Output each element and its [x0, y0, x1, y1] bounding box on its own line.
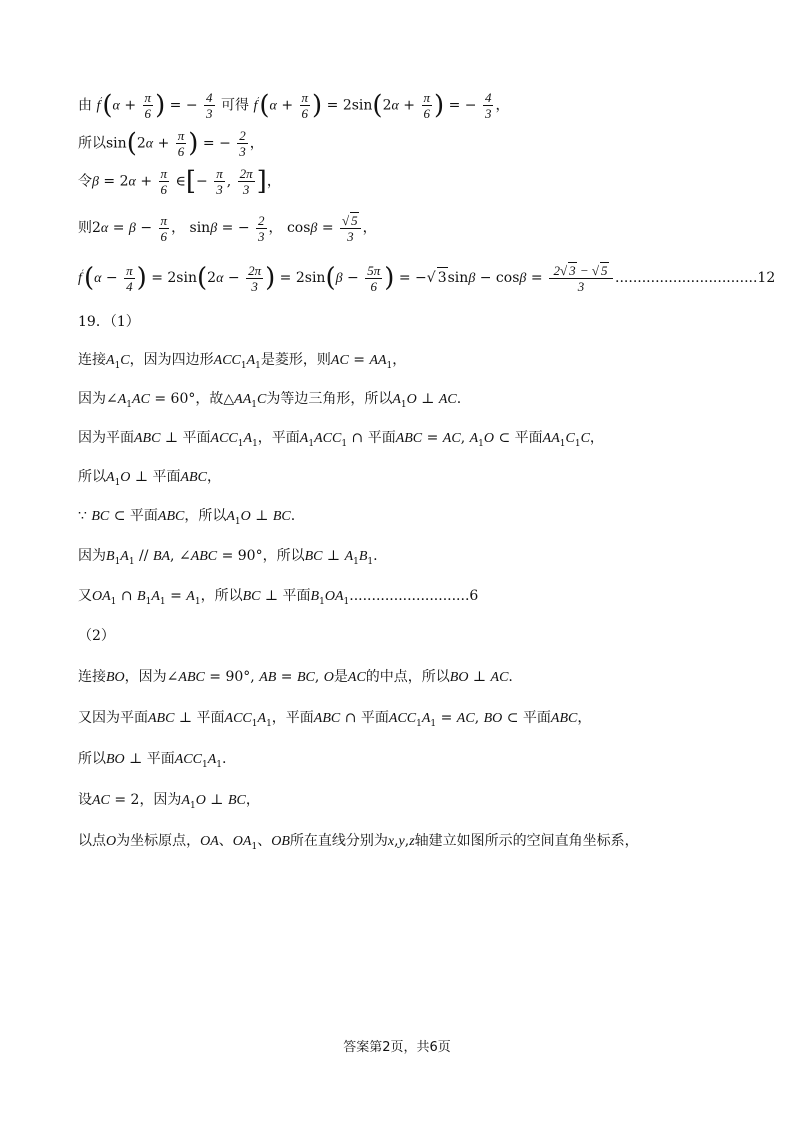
text: 令 — [78, 173, 92, 190]
text-line: ∵ BC ⊂ 平面ABC，所以$A_1O$ ⊥ BC. — [78, 508, 296, 527]
text: 可得 — [220, 97, 249, 114]
text: ，因为四边形 — [129, 352, 214, 368]
text: ，平面 — [257, 430, 300, 446]
text: 平面 — [152, 469, 181, 485]
text: 因为平面 — [78, 430, 134, 446]
text: 所以 — [78, 469, 106, 485]
text: 平面 — [182, 430, 211, 446]
text-line: 设AC = 2，因为$A_1O$ ⊥ BC， — [78, 792, 260, 811]
text-line: 又因为平面ABC ⊥ 平面$ACC_1A_1$，平面ABC ∩ 平面$ACC_1A_1$ = AC, BO ⊂ 平面ABC， — [78, 710, 592, 729]
page-footer: 答案第2页，共6页 — [343, 1040, 451, 1055]
text: 轴建立如图所示的空间直角坐标系， — [414, 833, 639, 849]
text: ， — [362, 220, 377, 236]
text-line: 连接BO，因为∠ABC = 90°, AB = BC, O是AC的中点，所以BO ⊥ AC. — [78, 669, 513, 685]
text: 的中点，所以 — [365, 669, 450, 685]
text: ，所以 — [200, 588, 243, 604]
text: 平面 — [282, 588, 311, 604]
score-dots: ...........................6 — [349, 588, 479, 604]
text: 连接 — [78, 352, 106, 368]
text-line: 又$OA_1$ ∩ $B_1A_1 = A_1$，所以BC ⊥ 平面$B_1OA_1...........................6$ — [78, 588, 479, 607]
text: 连接 — [78, 669, 106, 685]
text: ， — [249, 135, 264, 152]
text: 为等边三角形，所以 — [266, 391, 393, 407]
text: 平面 — [129, 508, 158, 524]
text: 是 — [333, 669, 348, 685]
text: ， — [266, 173, 281, 190]
text: ， — [495, 97, 510, 114]
text: ， — [171, 220, 186, 236]
text: 以点 — [78, 833, 106, 849]
text-line: 因为平面ABC ⊥ 平面$ACC_1A_1$，平面$A_1ACC_1$ ∩ 平面ABC = AC, $A_1O$ ⊂ 平面$AA_1C_1C$， — [78, 430, 604, 449]
text: 又因为平面 — [78, 710, 148, 726]
text: 所在直线分别为 — [289, 833, 388, 849]
text: ，因为 — [124, 669, 167, 685]
text: ，所以 — [262, 548, 305, 564]
eq-line-4: 则2α = β − $\frac{\pi}{6}$ ， sinβ = − $\frac{2}{3}$ ， cosβ = $\frac{√ 5}{3}$ ， — [78, 212, 377, 244]
text: ，平面 — [271, 710, 314, 726]
text: 设 — [78, 792, 92, 808]
text: 平面 — [196, 710, 225, 726]
text: 则 — [78, 220, 92, 236]
text: 又 — [78, 588, 92, 604]
text: ， — [268, 220, 283, 236]
text-line: 因为$B_1A_1$ // BA, ∠ABC = 90°，所以BC ⊥ $A_1B_1$. — [78, 548, 378, 567]
text: 平面 — [146, 751, 175, 767]
text-line: 所以BO ⊥ 平面$ACC_1A_1$. — [78, 751, 227, 770]
eq-line-5: f′(α − $\frac{\pi}{4}$ ) = 2sin(2α − $\frac{2\pi}{3}$ ) = 2sin(β − $\frac{5\pi}{6}$ ) = −√ 3sinβ − cosβ = $\frac{2√ 3 - √ 5}{3}$ ................................12 — [78, 262, 776, 294]
text: 平面 — [360, 710, 389, 726]
score-dots: ................................12 — [615, 270, 776, 286]
text-line: 因为$\angle A_1AC = 60^\circ$，故$\triangle AA_1C$为等边三角形，所以$A_1O$ ⊥ AC. — [78, 391, 462, 410]
text: 所以 — [78, 751, 106, 767]
text-line: 以点O为坐标原点，OA、$OA_1$、OB所在直线分别为x,y,z轴建立如图所示的空间直角坐标系， — [78, 833, 639, 852]
text: ，故 — [195, 391, 224, 407]
eq-line-2: 所以sin(2α + $\frac{\pi}{6}$ ) = − $\frac{2}{3}$ ， — [78, 128, 264, 159]
text: 是菱形，则 — [260, 352, 331, 368]
text: 因为 — [78, 548, 106, 564]
text: ，因为 — [139, 792, 182, 808]
text: 平面 — [367, 430, 396, 446]
eq-line-3: 令β = 2α + $\frac{\pi}{6}$ ∈[− $\frac{\pi}{3}$ , $\frac{2\pi}{3}$ ]， — [78, 166, 281, 197]
text: 由 — [78, 97, 92, 114]
text: 平面 — [522, 710, 551, 726]
part-2-heading: （2） — [78, 628, 115, 644]
text: 平面 — [514, 430, 543, 446]
text: 所以 — [78, 135, 106, 152]
text-line: 所以$A_1O$ ⊥ 平面ABC， — [78, 469, 221, 488]
problem-19-heading: 19．（1） — [78, 314, 140, 330]
eq-line-1: 由 f′(α + $\frac{\pi}{6}$ ) = − $\frac{4}{3}$ 可得 f′(α + $\frac{\pi}{6}$ ) = 2sin(2α + $\frac{\pi}{6}$ ) = − $\frac{4}{3}$ ， — [78, 90, 510, 121]
text-line: 连接$A_1C$，因为四边形$ACC_1A_1$是菱形，则AC = $AA_1$， — [78, 352, 407, 371]
text: ，所以 — [184, 508, 227, 524]
text: 为坐标原点， — [116, 833, 201, 849]
text: 因为 — [78, 391, 106, 407]
